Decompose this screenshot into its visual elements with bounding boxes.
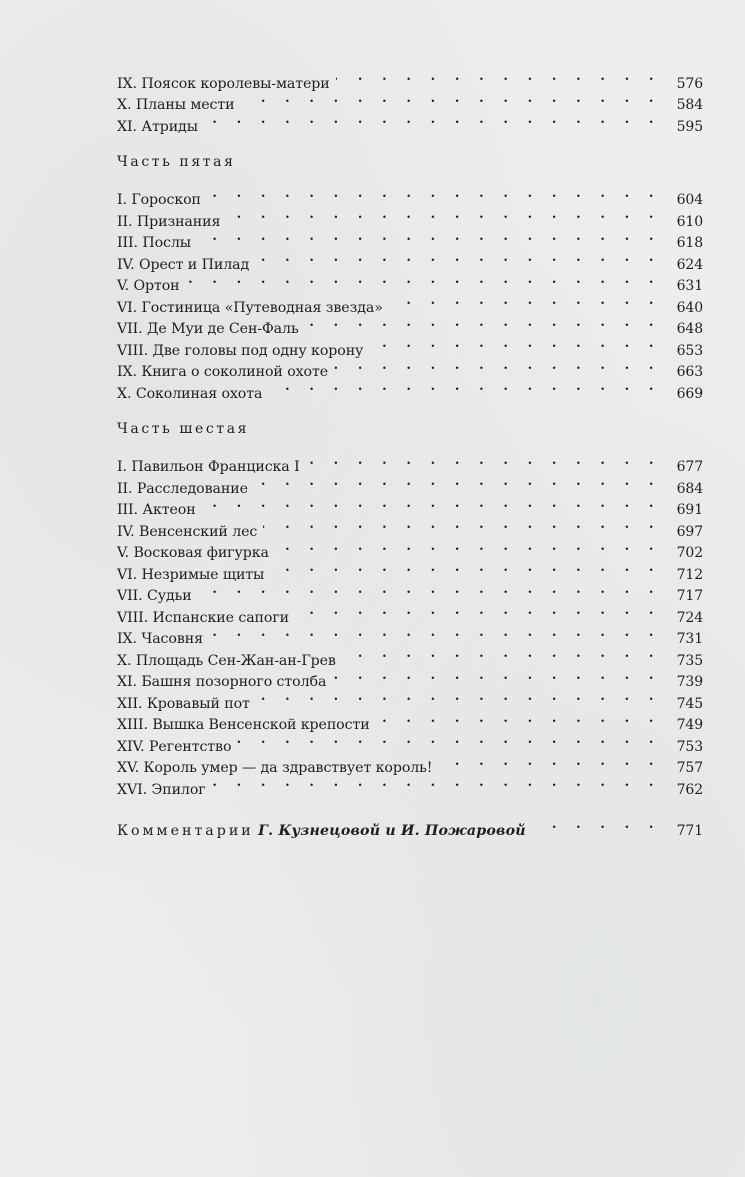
toc-entry [117, 290, 703, 316]
toc-entry-title: I. Гороскоп [117, 192, 201, 208]
toc-entry-page: 697 [676, 523, 703, 540]
dot-leader [334, 355, 669, 377]
toc-entry-title: V. Ортон [117, 278, 180, 294]
toc-entry-title: VII. Судьи [117, 588, 192, 604]
dot-leader [202, 493, 669, 515]
toc-entry-page: 702 [676, 545, 703, 561]
dot-leader [198, 579, 669, 601]
dot-leader [532, 814, 669, 836]
toc-entry-page: 663 [676, 364, 703, 380]
toc-entry-title: XIV. Регентство [117, 738, 232, 755]
toc-entry [117, 493, 703, 518]
dot-leader [204, 109, 669, 131]
toc-entry-title: X. Планы мести [117, 97, 235, 113]
dot-leader [342, 643, 669, 665]
toc-entry-title: IX. Поясок королевы-матери [117, 75, 330, 92]
toc-entry [117, 269, 703, 294]
dot-leader [254, 471, 669, 493]
toc-entry [117, 66, 703, 92]
dot-leader [256, 686, 669, 708]
dot-leader [306, 450, 669, 472]
toc-section-continued [117, 66, 703, 135]
toc-entry-page: 762 [676, 781, 703, 798]
dot-leader [226, 204, 669, 226]
toc-entry-page: 712 [676, 566, 703, 583]
dot-leader [275, 536, 669, 558]
dot-leader [255, 247, 669, 269]
toc-entry-title: IX. Книга о соколиной охоте [117, 364, 329, 380]
toc-entry-page: 576 [676, 75, 703, 92]
dot-leader [207, 183, 669, 205]
toc-entry-page: 618 [676, 235, 703, 251]
dot-leader [305, 312, 669, 334]
toc-entry-page: 604 [676, 192, 703, 208]
toc-entry [117, 579, 703, 604]
toc-entry [117, 226, 703, 251]
toc-entry-page: 624 [676, 256, 703, 273]
toc-entry-title: XV. Король умер — да здравствует король! [117, 760, 433, 776]
dot-leader [389, 290, 669, 312]
toc-entry [117, 450, 703, 475]
dot-leader [186, 269, 669, 291]
dot-leader [332, 665, 669, 687]
commentary-title [117, 821, 532, 843]
toc-entry-page: 731 [676, 631, 703, 647]
toc-entry [117, 247, 703, 273]
part-heading: Часть шестая [117, 420, 250, 437]
toc-entry-page: 757 [676, 760, 703, 776]
dot-leader [369, 333, 669, 355]
toc-entry-title: VI. Гостиница «Путеводная звезда» [117, 299, 383, 316]
dot-leader [295, 600, 669, 622]
dot-leader [376, 708, 669, 730]
toc-entry-title: V. Восковая фигурка [117, 545, 269, 561]
toc-entry-title: IV. Венсенский лес [117, 523, 258, 540]
toc-entry-title: IX. Часовня [117, 631, 203, 647]
dot-leader [270, 557, 669, 579]
dot-leader [241, 88, 669, 110]
toc-entry-title: VIII. Две головы под одну корону [117, 342, 364, 359]
toc-section-part-six [117, 419, 703, 798]
toc-entry-page: 724 [676, 609, 703, 626]
toc-entry-title: VII. Де Муи де Сен-Фаль [117, 321, 299, 337]
toc-entry-page: 653 [676, 342, 703, 359]
toc-entry-page: 610 [676, 213, 703, 230]
dot-leader [209, 622, 669, 644]
table-of-contents [117, 66, 703, 839]
toc-entry-page: 669 [676, 385, 703, 402]
toc-entry-page: 648 [676, 321, 703, 337]
toc-entry-title: X. Площадь Сен-Жан-ан-Грев [117, 652, 336, 669]
dot-leader [438, 751, 669, 773]
toc-entry-title: VI. Незримые щиты [117, 566, 265, 583]
commentary-authors: Г. Кузнецовой и И. Пожаровой [258, 823, 526, 839]
toc-entry-title: X. Соколиная охота [117, 385, 263, 402]
toc-entry-page: 640 [676, 299, 703, 316]
toc-entry-page: 631 [676, 278, 703, 294]
toc-entry-page: 753 [676, 738, 703, 755]
toc-entry-page: 749 [676, 717, 703, 733]
toc-entry [117, 600, 703, 626]
dot-leader [336, 66, 669, 88]
toc-entry-commentary [117, 814, 703, 839]
dot-leader [197, 226, 669, 248]
toc-entry-page: 745 [676, 695, 703, 712]
dot-leader [263, 514, 669, 536]
toc-entry-title: XVI. Эпилог [117, 781, 206, 798]
commentary-label: Комментарии [117, 823, 254, 839]
toc-entry-title: II. Признания [117, 213, 221, 230]
toc-entry [117, 514, 703, 540]
dot-leader [212, 772, 669, 794]
toc-entry-title: XI. Атриды [117, 118, 198, 135]
toc-entry-page: 691 [676, 502, 703, 518]
dot-leader [237, 729, 669, 751]
toc-entry-page: 684 [676, 480, 703, 497]
toc-entry [117, 109, 703, 135]
toc-entry [117, 183, 703, 208]
part-heading: Часть пятая [117, 153, 236, 170]
toc-entry-page: 717 [676, 588, 703, 604]
toc-entry-title: IV. Орест и Пилад [117, 256, 250, 273]
toc-entry-title: II. Расследование [117, 480, 248, 497]
toc-entry-title: III. Послы [117, 235, 191, 251]
toc-entry-page: 584 [676, 97, 703, 113]
toc-entry-title: III. Актеон [117, 502, 196, 518]
toc-section-part-five [117, 152, 703, 402]
toc-entry-title: XI. Башня позорного столба [117, 674, 327, 690]
toc-entry-page: 677 [676, 459, 703, 475]
toc-entry-page: 595 [676, 118, 703, 135]
toc-entry-title: VIII. Испанские сапоги [117, 609, 290, 626]
toc-entry-title: I. Павильон Франциска I [117, 459, 300, 475]
dot-leader [268, 376, 669, 398]
toc-entry-page: 739 [676, 674, 703, 690]
toc-entry-page: 771 [676, 823, 703, 839]
toc-entry-title: XIII. Вышка Венсенской крепости [117, 717, 370, 733]
toc-entry-title: XII. Кровавый пот [117, 695, 250, 712]
toc-entry-page: 735 [676, 652, 703, 669]
